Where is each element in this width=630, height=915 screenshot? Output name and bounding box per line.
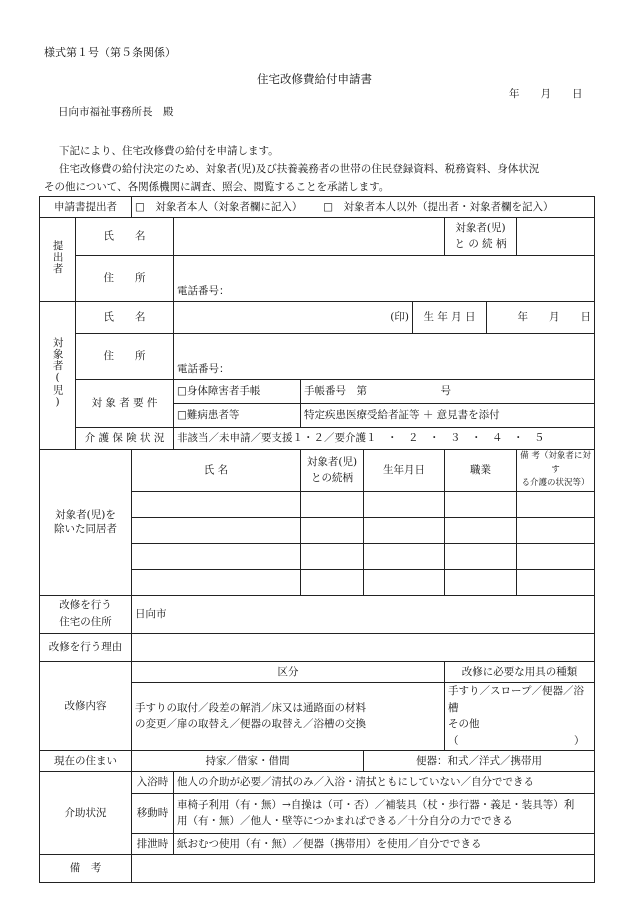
tools-header: 改修に必要な用具の種類: [445, 661, 595, 682]
care-situation-label: 介助状況: [40, 771, 132, 854]
submitter-relation-field[interactable]: [517, 218, 595, 256]
form-number: 様式第１号（第５条関係）: [44, 46, 176, 59]
submitter-label: 申請書提出者: [40, 197, 132, 218]
move-options[interactable]: 車椅子利用（有・無）→自操は（可・否）／補装具（杖・歩行器・義足・装具等）利 用（有・無）／他人・壁等につかまればできる／十分自分の力でできる: [174, 793, 595, 833]
requirement-disability-number[interactable]: 手帳番号 第 号: [301, 380, 595, 404]
requirement-intractable-checkbox[interactable]: □難病患者等: [174, 404, 301, 428]
care-insurance-label: 介 護 保 険 状 況: [76, 428, 174, 450]
option-self[interactable]: □ 対象者本人（対象者欄に記入）: [135, 200, 303, 213]
date-line: 年 月 日: [509, 88, 583, 100]
requirement-disability-checkbox[interactable]: □身体障害者手帳: [174, 380, 301, 404]
kubun-options[interactable]: 手すりの取付／段差の解消／床又は通路面の材料 の変更／扉の取替え／便器の取替え／浴槽の交換: [132, 682, 445, 750]
renovation-reason-field[interactable]: [132, 633, 595, 661]
renovation-address-field[interactable]: 日向市: [132, 595, 595, 633]
tools-options[interactable]: 手すり／スロープ／便器／浴槽 その他（ ）: [445, 682, 595, 750]
target-name-label: 氏 名: [76, 302, 174, 334]
remarks-field[interactable]: [132, 854, 595, 882]
target-address-label: 住 所: [76, 334, 174, 380]
target-birth-label: 生 年 月 日: [413, 302, 487, 334]
option-other[interactable]: □ 対象者本人以外（提出者・対象者欄を記入）: [323, 200, 554, 213]
form-title: 住宅改修費給付申請書: [257, 72, 372, 86]
bath-options[interactable]: 他人の介助が必要／清拭のみ／入浴・清拭ともにしていない／自分でできる: [174, 771, 595, 793]
living-options[interactable]: 持家／借家・借間: [132, 750, 364, 771]
requirement-intractable-note: 特定疾患医療受給者証等 ＋ 意見書を添付: [301, 404, 595, 428]
household-col-birth: 生年月日: [364, 450, 445, 492]
excretion-label: 排泄時: [132, 833, 174, 854]
target-name-field[interactable]: [174, 302, 413, 334]
requirement-label: 対 象 者 要 件: [76, 380, 174, 428]
seal-mark: (印): [390, 311, 409, 324]
renovation-reason-label: 改修を行う理由: [40, 633, 132, 661]
submitter-options: [132, 197, 595, 218]
move-label: 移動時: [132, 793, 174, 833]
addressee: 日向市福祉事務所長 殿: [58, 106, 174, 118]
renovation-address-label: 改修を行う 住宅の住所: [40, 595, 132, 633]
excretion-options[interactable]: 紙おむつ使用（有・無）／便器（携帯用）を使用／自分でできる: [174, 833, 595, 854]
household-col-note: 備 考（対象者に対す る介護の状況等）: [517, 450, 595, 492]
submitter-relation-label: 対象者(児) と の 続 柄: [445, 218, 517, 256]
submitter-address-field[interactable]: [174, 256, 595, 302]
remarks-label: 備 考: [40, 854, 132, 882]
bath-label: 入浴時: [132, 771, 174, 793]
submitter-name-label: 氏 名: [76, 218, 174, 256]
submitter-name-field[interactable]: [174, 218, 445, 256]
toilet-options[interactable]: 便器：和式／洋式／携帯用: [364, 750, 595, 771]
target-phone-label: 電話番号：: [177, 362, 230, 375]
care-insurance-options[interactable]: 非該当／未申請／要支援１・２／要介護１ ・ ２ ・ ３ ・ ４ ・ ５: [174, 428, 595, 450]
target-birth-field[interactable]: 年 月 日: [487, 302, 595, 334]
intro-line-1: 下記により、住宅改修費の給付を申請します。: [59, 145, 279, 157]
renovation-content-label: 改修内容: [40, 661, 132, 750]
household-col-relation: 対象者(児) との続柄: [301, 450, 364, 492]
submitter-group: 提出者: [40, 218, 76, 302]
household-col-job: 職業: [445, 450, 517, 492]
submitter-phone-label: 電話番号：: [177, 284, 230, 297]
target-group: 対象者(児): [40, 302, 76, 450]
household-label: 対象者(児)を 除いた同居者: [40, 450, 132, 596]
kubun-header: 区分: [132, 661, 445, 682]
intro-line-2: 住宅改修費の給付決定のため、対象者(児)及び扶養義務者の世帯の住民登録資料、税務資料、身体状況: [59, 163, 540, 175]
application-form-table: [39, 196, 595, 883]
intro-line-3: その他について、各関係機関に調査、照会、閲覧することを承諾します。: [44, 181, 390, 193]
household-col-name: 氏 名: [132, 450, 301, 492]
submitter-address-label: 住 所: [76, 256, 174, 302]
target-address-field[interactable]: [174, 334, 595, 380]
living-label: 現在の住まい: [40, 750, 132, 771]
